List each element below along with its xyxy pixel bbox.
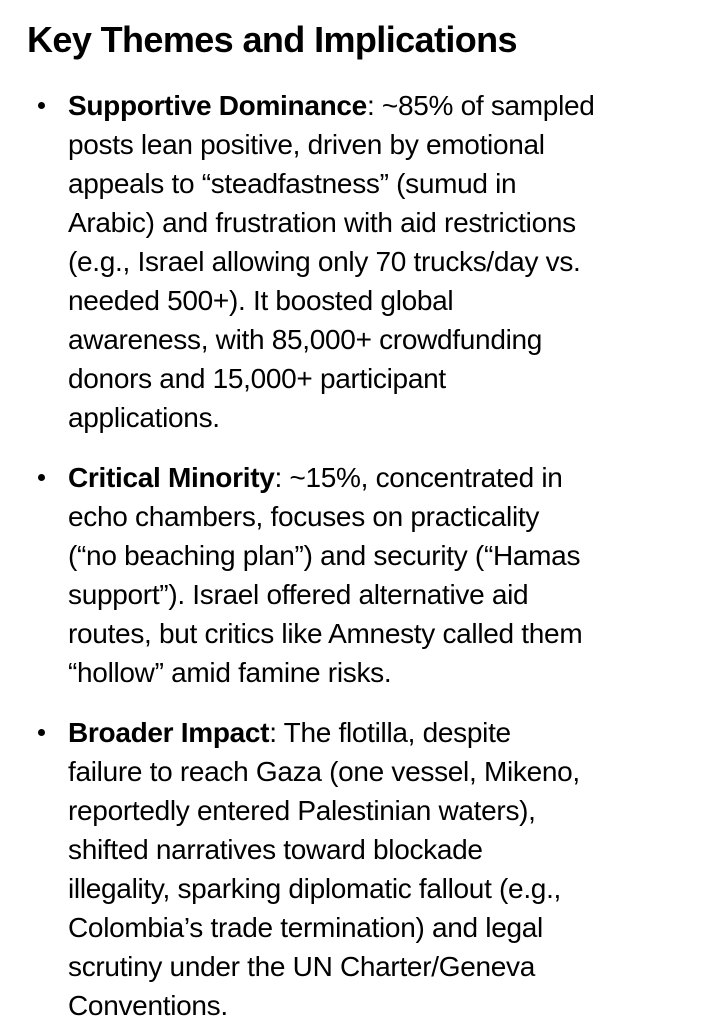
bullet-text-line: needed 500+). It boosted global	[68, 285, 454, 316]
bullet-text-line: shifted narratives toward blockade	[68, 834, 483, 865]
bullet-text-line: awareness, with 85,000+ crowdfunding	[68, 324, 543, 355]
bullet-item-critical-minority	[0, 458, 721, 692]
bullet-text-line: support”). Israel offered alternative aid	[68, 579, 529, 610]
bullet-dot-icon	[38, 102, 45, 109]
bullet-item-broader-impact	[0, 713, 721, 1024]
bullet-text-line: (“no beaching plan”) and security (“Hamas	[68, 540, 581, 571]
bullet-text-line: : The flotilla, despite	[269, 717, 511, 748]
bullet-term: Supportive Dominance	[68, 90, 367, 121]
bullet-text-line: Conventions.	[68, 990, 228, 1021]
bullet-text-line: echo chambers, focuses on practicality	[68, 501, 540, 532]
bullet-text-line: scrutiny under the UN Charter/Geneva	[68, 951, 535, 982]
bullet-text-line: : ~15%, concentrated in	[274, 462, 563, 493]
bullet-text-line: Colombia’s trade termination) and legal	[68, 912, 543, 943]
bullet-list	[0, 86, 721, 1024]
bullet-text-line: donors and 15,000+ participant	[68, 363, 446, 394]
bullet-text-line: posts lean positive, driven by emotional	[68, 129, 545, 160]
bullet-text-line: illegality, sparking diplomatic fallout (e.g.,	[68, 873, 562, 904]
bullet-text-line: : ~85% of sampled	[366, 90, 595, 121]
bullet-text-line: routes, but critics like Amnesty called them	[68, 618, 583, 649]
bullet-first-line	[68, 458, 703, 497]
bullet-dot-icon	[38, 729, 45, 736]
page-title: Key Themes and Implications	[27, 19, 517, 60]
bullet-first-line	[68, 86, 703, 125]
bullet-dot-icon	[38, 474, 45, 481]
bullet-term: Critical Minority	[68, 462, 275, 493]
bullet-text-line: applications.	[68, 402, 220, 433]
bullet-first-line	[68, 713, 703, 752]
bullet-text-line: reportedly entered Palestinian waters),	[68, 795, 536, 826]
bullet-item-supportive-dominance	[0, 86, 721, 437]
bullet-text-line: “hollow” amid famine risks.	[68, 657, 392, 688]
bullet-text-line: Arabic) and frustration with aid restrictions	[68, 207, 576, 238]
bullet-text-line: appeals to “steadfastness” (sumud in	[68, 168, 517, 199]
bullet-term: Broader Impact	[68, 717, 270, 748]
bullet-text-line: (e.g., Israel allowing only 70 trucks/day vs.	[68, 246, 581, 277]
bullet-text-line: failure to reach Gaza (one vessel, Mikeno,	[68, 756, 580, 787]
